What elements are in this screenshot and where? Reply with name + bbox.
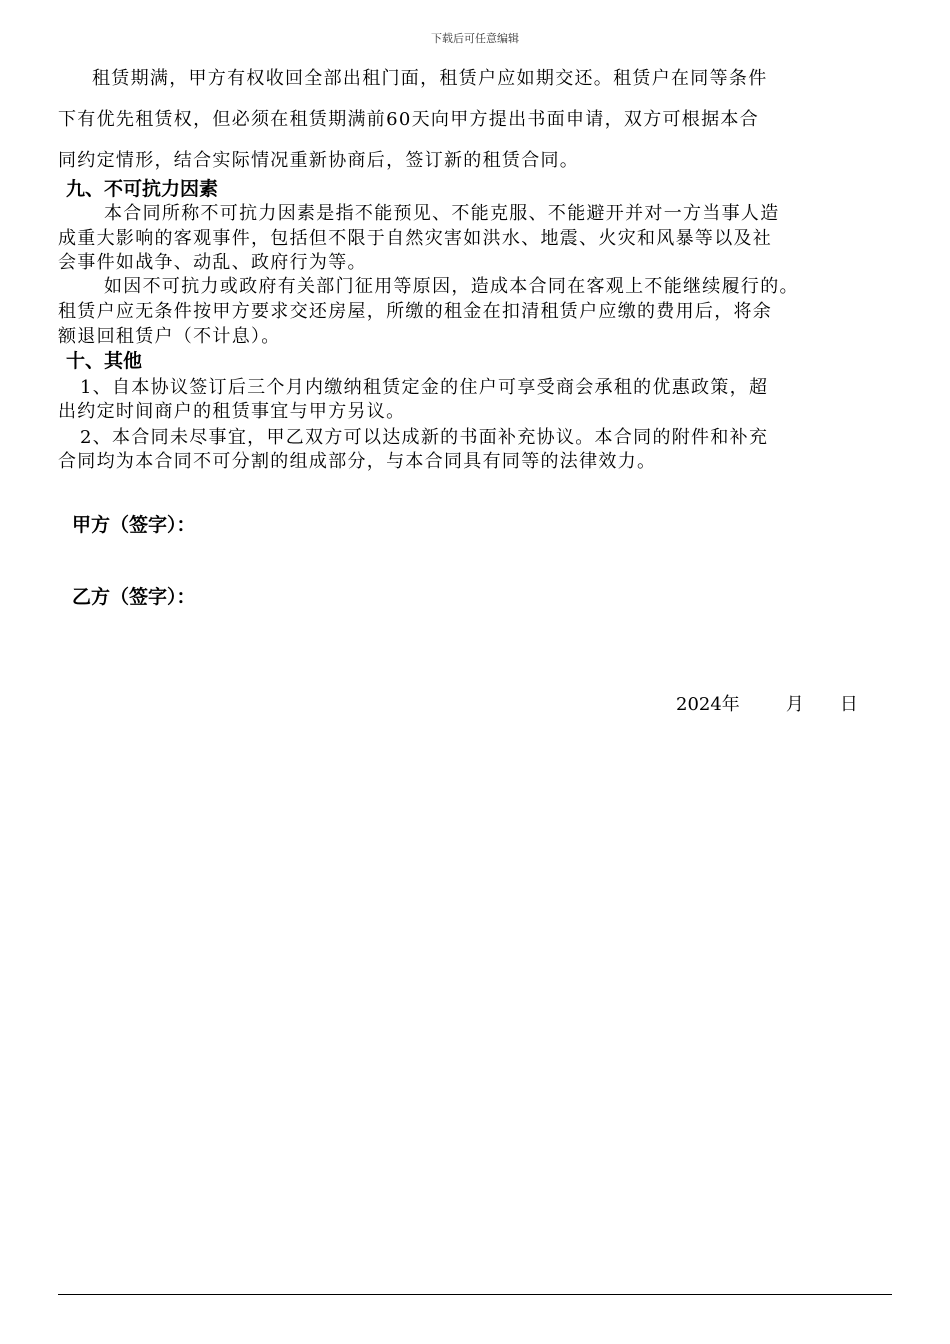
date-day: 日 xyxy=(839,694,858,715)
date-year: 2024年 xyxy=(676,694,740,715)
force-majeure-para1-line-3: 会事件如战争、动乱、政府行为等。 xyxy=(58,252,367,273)
party-a-signature-label: 甲方（签字）： xyxy=(72,514,196,536)
page-header-note: 下载后可任意编辑 xyxy=(431,32,519,45)
force-majeure-para2-line-1: 如因不可抗力或政府有关部门征用等原因，造成本合同在客观上不能继续履行的。 xyxy=(104,276,799,297)
signing-date xyxy=(676,690,858,716)
force-majeure-para1-line-2: 成重大影响的客观事件，包括但不限于自然灾害如洪水、地震、火灾和风暴等以及社 xyxy=(58,228,773,249)
date-month: 月 xyxy=(785,694,804,715)
lease-end-line-3: 同约定情形，结合实际情况重新协商后，签订新的租赁合同。 xyxy=(58,150,580,171)
section-10-title: 十、其他 xyxy=(66,350,143,372)
footer-rule xyxy=(58,1294,892,1295)
force-majeure-para2-line-2: 租赁户应无条件按甲方要求交还房屋，所缴的租金在扣清租赁户应缴的费用后，将余 xyxy=(58,301,773,322)
party-b-signature-label: 乙方（签字）： xyxy=(72,586,196,608)
force-majeure-para2-line-3: 额退回租赁户（不计息）。 xyxy=(58,326,281,347)
lease-end-line-1: 租赁期满，甲方有权收回全部出租门面，租赁户应如期交还。租赁户在同等条件 xyxy=(92,68,768,89)
section-9-title: 九、不可抗力因素 xyxy=(66,178,219,200)
other-item-2-line-2: 合同均为本合同不可分割的组成部分，与本合同具有同等的法律效力。 xyxy=(58,451,657,472)
other-item-1-line-1: 1、自本协议签订后三个月内缴纳租赁定金的住户可享受商会承租的优惠政策，超 xyxy=(80,377,769,398)
force-majeure-para1-line-1: 本合同所称不可抗力因素是指不能预见、不能克服、不能避开并对一方当事人造 xyxy=(104,203,780,224)
other-item-2-line-1: 2、本合同未尽事宜，甲乙双方可以达成新的书面补充协议。本合同的附件和补充 xyxy=(80,427,769,448)
other-item-1-line-2: 出约定时间商户的租赁事宜与甲方另议。 xyxy=(58,401,406,422)
lease-end-line-2: 下有优先租赁权，但必须在租赁期满前60天向甲方提出书面申请，双方可根据本合 xyxy=(58,109,760,130)
